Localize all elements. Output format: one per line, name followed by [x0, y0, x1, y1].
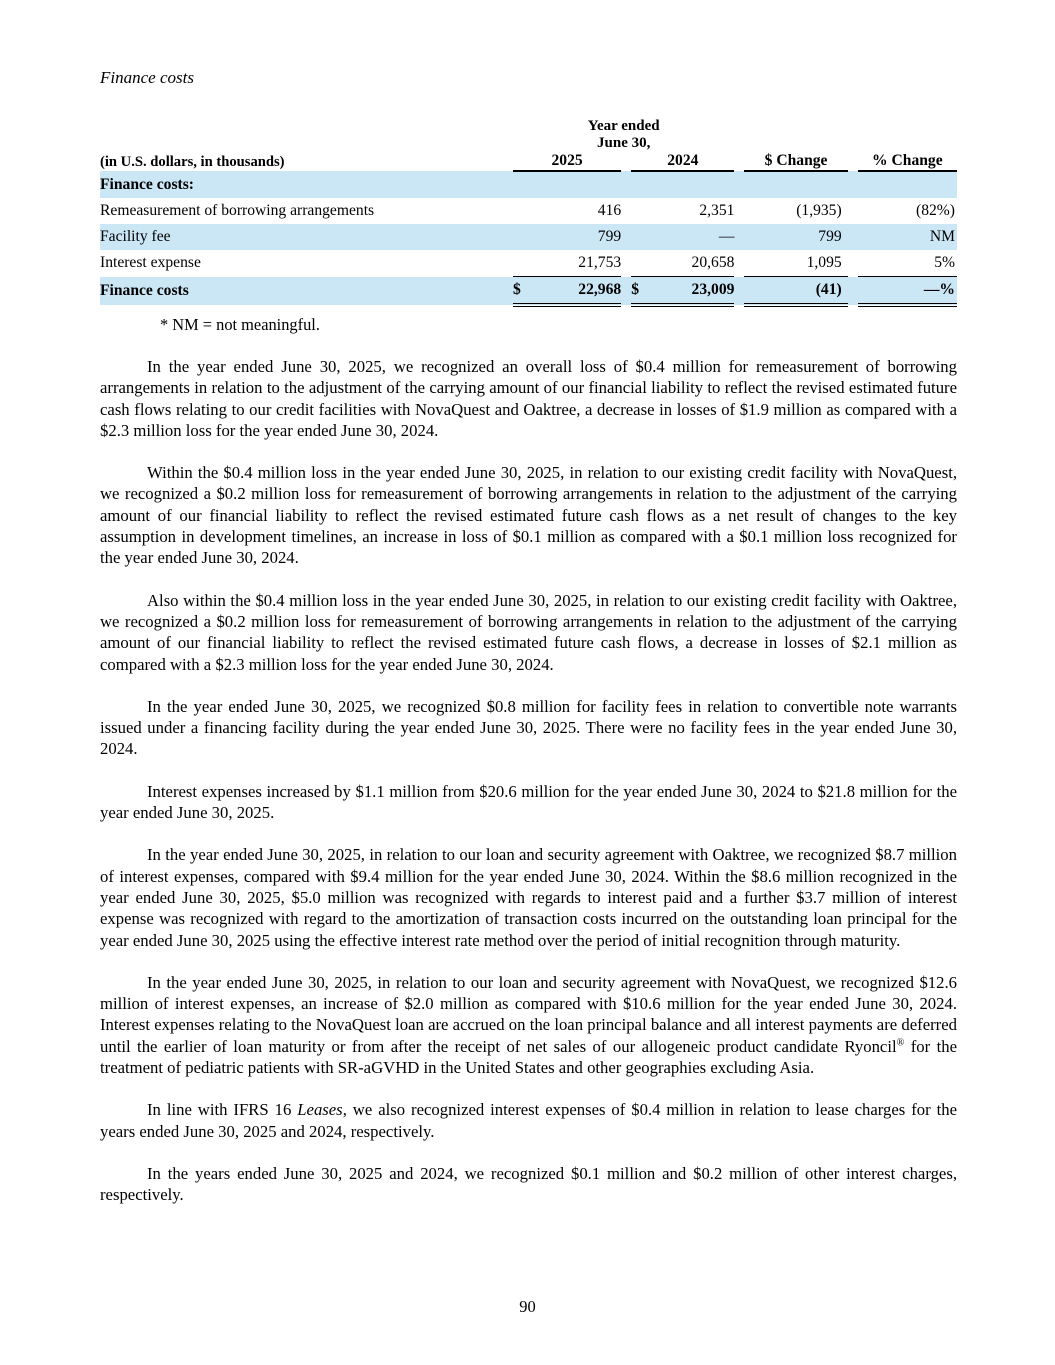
cell-2024: 2,351	[699, 202, 735, 219]
table-row	[100, 224, 957, 250]
total-pct-change: —%	[858, 277, 957, 306]
cell-dollar-change: 1,095	[744, 250, 847, 277]
currency-symbol: $	[513, 277, 533, 306]
paragraph-4: In the year ended June 30, 2025, we recognized $0.8 million for facility fees in relation to convertible note warrants issued under a financing facility during the year ended June 30, 2025. There were no facility fees in the year ended June 30, 2024.	[100, 696, 957, 759]
paragraph-3: Also within the $0.4 million loss in the year ended June 30, 2025, in relation to our existing credit facility with Oaktree, we recognized a $0.2 million loss for remeasurement of borrowing arrangements in relation to the adjustment of the carrying amount of our financial liability to reflect the revised estimated future cash flows, a decrease in losses of $2.1 million as compared with a $2.3 million loss for the year ended June 30, 2024.	[100, 590, 957, 674]
row-label: Remeasurement of borrowing arrangements	[100, 202, 375, 219]
row-label: Facility fee	[100, 224, 513, 250]
paragraph-5: Interest expenses increased by $1.1 million from $20.6 million for the year ended June 30, 2024 to $21.8 million for the year ended June 30, 2025.	[100, 781, 957, 823]
total-row	[100, 277, 957, 306]
paragraph-6: In the year ended June 30, 2025, in relation to our loan and security agreement with Oaktree, we recognized $8.7 million of interest expenses, compared with $9.4 million for the year ended June 30, 2024. Within the $8.6 million recognized in the year ended June 30, 2025, $5.0 million was recognized with regards to interest paid and a further $3.7 million of interest expense was recognized with regard to the amortization of transaction costs incurred on the outstanding loan principal for the year ended June 30, 2025 using the effective interest rate method over the period of initial recognition through maturity.	[100, 845, 957, 950]
cell-pct-change: 5%	[858, 250, 957, 277]
cell-pct-change: (82%)	[916, 202, 955, 219]
col-header-2025: 2025	[513, 152, 621, 171]
finance-costs-table	[100, 118, 957, 307]
cell-2025: 416	[597, 202, 622, 219]
paragraph-7-text: In the year ended June 30, 2025, in relation to our loan and security agreement with NovaQuest, we recognized $12.6 million of interest expenses, an increase of $2.0 million as compared with $10.6 million for the year ended June 30, 2024. Interest expenses relating to the NovaQuest loan are accrued on the loan principal balance and all interest payments are deferred until the earlier of loan maturity or from after the receipt of net sales of our allogeneic product candidate Ryoncil	[100, 972, 957, 1056]
table-footnote: * NM = not meaningful.	[160, 315, 320, 334]
cell-2024: 20,658	[651, 250, 734, 277]
table-row	[100, 250, 957, 277]
paragraph-2: Within the $0.4 million loss in the year ended June 30, 2025, in relation to our existing credit facility with NovaQuest, we recognized a $0.2 million loss for remeasurement of borrowing arrangements in relation to the adjustment of the carrying amount of our financial liability to reflect the revised estimated future cash flows as a net result of changes to the key assumption in development timelines, an increase in loss of $0.1 million as compared with a $0.1 million loss recognized for the year ended June 30, 2024.	[100, 463, 957, 568]
page-title: Finance costs	[100, 68, 194, 87]
page-number: 90	[519, 1297, 536, 1316]
paragraph-8-text: In line with IFRS 16	[147, 1100, 298, 1120]
paragraph-8-text-cont: , we also recognized interest expenses of $0.4 million in relation to lease charges for the years ended June 30, 2025 and 2024, respectively.	[100, 1100, 957, 1141]
paragraph-9: In the years ended June 30, 2025 and 2024, we recognized $0.1 million and $0.2 million of other interest charges, respectively.	[100, 1163, 957, 1205]
paragraph-8	[100, 1099, 957, 1142]
page-content	[100, 0, 957, 1206]
total-dollar-change: (41)	[744, 277, 847, 306]
caption-line-1: Year ended	[587, 118, 660, 134]
cell-2025: 799	[533, 224, 621, 250]
table-row	[100, 198, 957, 224]
col-header-dollar-change: $ Change	[744, 152, 847, 171]
total-2025: 22,968	[533, 277, 621, 306]
paragraph-7-text-cont: for the treatment of pediatric patients with SR-aGVHD in the United States and other geographies excluding Asia.	[100, 1036, 957, 1078]
cell-dollar-change: (1,935)	[796, 202, 842, 219]
total-label: Finance costs	[100, 277, 513, 306]
table-caption	[513, 118, 734, 152]
cell-2025: 21,753	[533, 250, 621, 277]
registered-trademark-symbol: ®	[896, 1037, 905, 1049]
table-header-row	[100, 152, 957, 171]
cell-pct-change: NM	[858, 224, 957, 250]
table-left-header: (in U.S. dollars, in thousands)	[100, 154, 285, 170]
paragraph-1: In the year ended June 30, 2025, we recognized an overall loss of $0.4 million for remeasurement of borrowing arrangements in relation to the adjustment of the carrying amount of our financial liability to reflect the revised estimated future cash flows relating to our credit facilities with NovaQuest and Oaktree, a decrease in losses of $1.9 million as compared with a $2.3 million loss for the year ended June 30, 2024.	[100, 357, 957, 440]
table-caption-row	[100, 118, 957, 152]
col-header-2024: 2024	[631, 152, 734, 171]
ifrs-leases-italic: Leases	[297, 1100, 343, 1120]
paragraph-7	[100, 972, 957, 1078]
row-label: Interest expense	[100, 254, 201, 272]
currency-symbol: $	[631, 277, 651, 306]
col-header-pct-change: % Change	[858, 152, 957, 171]
section-header-row	[100, 171, 957, 198]
section-header-label: Finance costs:	[100, 171, 513, 198]
cell-dollar-change: 799	[744, 224, 847, 250]
caption-line-2: June 30,	[597, 135, 651, 151]
total-2024: 23,009	[651, 277, 734, 306]
cell-2024: —	[651, 224, 734, 250]
